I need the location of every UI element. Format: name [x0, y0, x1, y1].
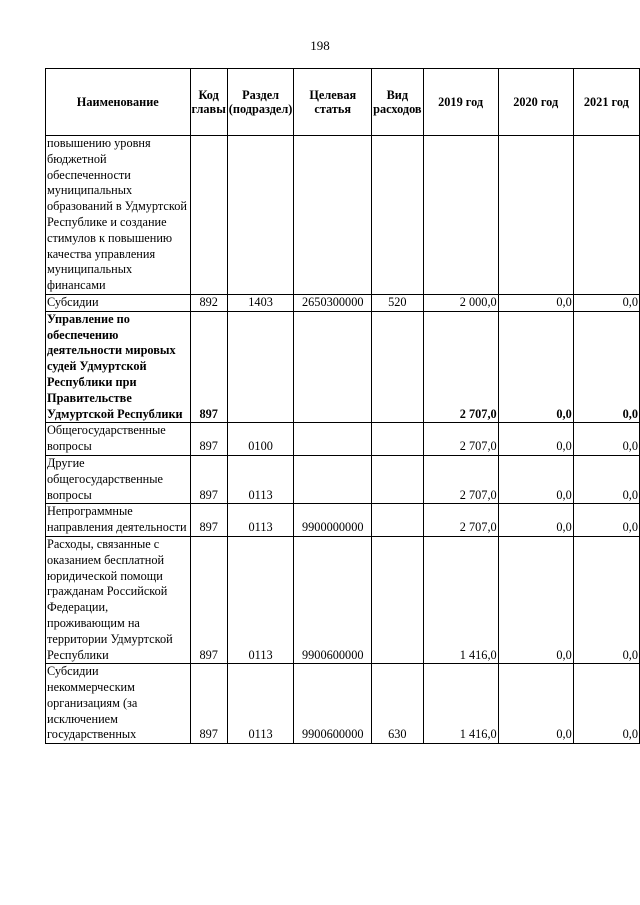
cell-section: 0113 [227, 536, 294, 663]
cell-y2019: 1 416,0 [423, 536, 498, 663]
cell-y2020: 0,0 [498, 455, 573, 503]
cell-type [372, 504, 423, 537]
budget-table [45, 68, 640, 744]
cell-y2020: 0,0 [498, 423, 573, 456]
cell-code [190, 136, 227, 295]
cell-code: 897 [190, 423, 227, 456]
table-row [46, 136, 640, 295]
table-row [46, 455, 640, 503]
cell-code: 897 [190, 311, 227, 423]
cell-y2019: 2 707,0 [423, 423, 498, 456]
cell-type [372, 536, 423, 663]
cell-name: Другие общегосударственные вопросы [46, 455, 191, 503]
cell-y2019: 1 416,0 [423, 664, 498, 744]
table-row [46, 504, 640, 537]
cell-name: Непрограммные направления деятельности [46, 504, 191, 537]
cell-y2019: 2 707,0 [423, 504, 498, 537]
cell-y2021: 0,0 [573, 664, 639, 744]
cell-y2019 [423, 136, 498, 295]
table-row [46, 294, 640, 311]
cell-section [227, 311, 294, 423]
cell-code: 892 [190, 294, 227, 311]
header-target: Целевая статья [294, 69, 372, 136]
cell-type: 630 [372, 664, 423, 744]
cell-name: Субсидии [46, 294, 191, 311]
cell-target: 9900000000 [294, 504, 372, 537]
cell-y2019: 2 707,0 [423, 311, 498, 423]
cell-section: 1403 [227, 294, 294, 311]
cell-target [294, 423, 372, 456]
cell-y2019: 2 707,0 [423, 455, 498, 503]
cell-y2020: 0,0 [498, 504, 573, 537]
cell-type [372, 311, 423, 423]
cell-y2020: 0,0 [498, 294, 573, 311]
page-number: 198 [310, 38, 330, 53]
header-2021: 2021 год [573, 69, 639, 136]
cell-target: 9900600000 [294, 536, 372, 663]
cell-y2021: 0,0 [573, 536, 639, 663]
table-row [46, 423, 640, 456]
cell-section: 0100 [227, 423, 294, 456]
cell-code: 897 [190, 664, 227, 744]
cell-type: 520 [372, 294, 423, 311]
table-row [46, 311, 640, 423]
cell-code: 897 [190, 455, 227, 503]
cell-name: Управление по обеспечению деятельности мировых судей Удмуртской Республики при Правительстве Удмуртской Республики [46, 311, 191, 423]
cell-y2021: 0,0 [573, 504, 639, 537]
cell-target [294, 455, 372, 503]
cell-name: Субсидии некоммерческим организациям (за исключением государственных [46, 664, 191, 744]
table-row [46, 664, 640, 744]
cell-y2021: 0,0 [573, 423, 639, 456]
cell-y2020: 0,0 [498, 311, 573, 423]
table-row [46, 536, 640, 663]
header-name: Наименование [46, 69, 191, 136]
cell-y2021: 0,0 [573, 311, 639, 423]
cell-y2021: 0,0 [573, 294, 639, 311]
cell-code: 897 [190, 504, 227, 537]
cell-target: 2650300000 [294, 294, 372, 311]
header-2019: 2019 год [423, 69, 498, 136]
header-row [46, 69, 640, 136]
header-2020: 2020 год [498, 69, 573, 136]
cell-target: 9900600000 [294, 664, 372, 744]
cell-section [227, 136, 294, 295]
cell-y2021 [573, 136, 639, 295]
cell-y2019: 2 000,0 [423, 294, 498, 311]
cell-name: Общегосударственные вопросы [46, 423, 191, 456]
cell-name: Расходы, связанные с оказанием бесплатной юридической помощи гражданам Российской Федерации, проживающим на территории Удмуртской Республики [46, 536, 191, 663]
header-code: Код главы [190, 69, 227, 136]
cell-type [372, 136, 423, 295]
cell-name: повышению уровня бюджетной обеспеченности муниципальных образований в Удмуртской Республике и создание стимулов к повышению качества управления муниципальных финансами [46, 136, 191, 295]
cell-section: 0113 [227, 664, 294, 744]
cell-target [294, 311, 372, 423]
cell-y2020: 0,0 [498, 536, 573, 663]
cell-type [372, 423, 423, 456]
cell-section: 0113 [227, 504, 294, 537]
header-type: Вид расходов [372, 69, 423, 136]
cell-type [372, 455, 423, 503]
cell-y2020: 0,0 [498, 664, 573, 744]
cell-code: 897 [190, 536, 227, 663]
header-section: Раздел (подраздел) [227, 69, 294, 136]
cell-y2020 [498, 136, 573, 295]
cell-y2021: 0,0 [573, 455, 639, 503]
cell-section: 0113 [227, 455, 294, 503]
cell-target [294, 136, 372, 295]
